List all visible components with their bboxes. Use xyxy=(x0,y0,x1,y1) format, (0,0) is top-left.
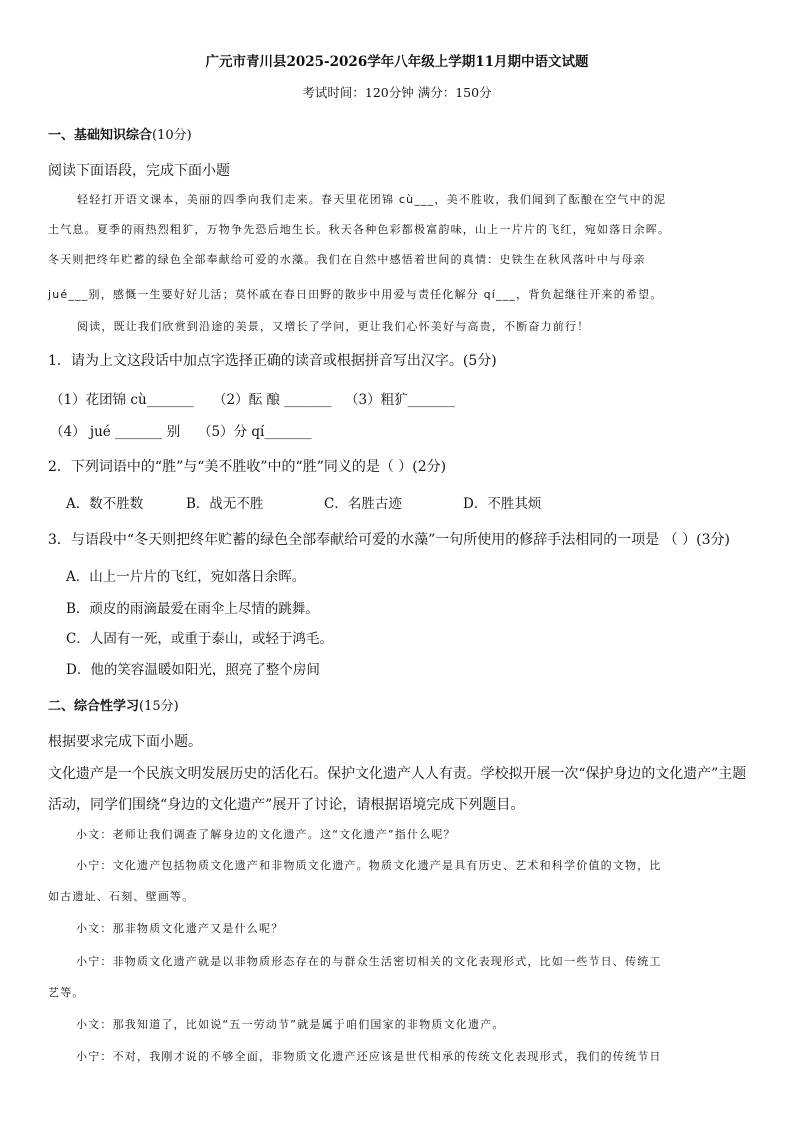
q3-option-a: A．山上一片片的飞红，宛如落日余晖。 xyxy=(66,569,306,585)
passage-line: 阅读，既让我们欣赏到沿途的美景，又增长了学问，更让我们心怀美好与高贵，不断奋力前行！ xyxy=(77,320,590,333)
passage-line: 土气息。夏季的雨热烈粗犷，万物争先恐后地生长。秋天各种色彩都极富韵味，山上一片片的飞红，宛如落日余晖。 xyxy=(48,223,671,236)
q2-option-c: C．名胜古迹 xyxy=(324,496,402,512)
q3-option-b: B．顽皮的雨滴最爱在雨伞上尽情的跳舞。 xyxy=(66,601,319,617)
intro-line: 活动，同学们围绕“身边的文化遗产”展开了讨论，请根据语境完成下列题目。 xyxy=(48,797,525,813)
dialogue-line: 小宁：文化遗产包括物质文化遗产和非物质文化遗产。物质文化遗产是具有历史、艺术和科学价值的文物，比 xyxy=(76,859,662,872)
dialogue-line: 小文：那我知道了，比如说“五一劳动节”就是属于咱们国家的非物质文化遗产。 xyxy=(76,1018,505,1031)
question-3: 3．与语段中“冬天则把终年贮蓄的绿色全部奉献给可爱的水藻”一句所使用的修辞手法相同的一项是 （ ）(3分) xyxy=(48,532,730,548)
section-1-points: (10分) xyxy=(152,128,192,143)
q1-item-4: （4） jué _______ 别 xyxy=(50,424,181,440)
dialogue-line: 小宁：非物质文化遗产就是以非物质形态存在的与群众生活密切相关的文化表现形式，比如一些节日、传统工 xyxy=(76,955,662,968)
passage-line: 冬天则把终年贮蓄的绿色全部奉献给可爱的水藻。我们在自然中感悟着世间的真情：史铁生在秋风落叶中与母亲 xyxy=(48,253,646,266)
section-1-title: 一、基础知识综合 xyxy=(48,128,153,143)
dialogue-line: 如古遗址、石刻、壁画等。 xyxy=(48,890,195,903)
question-2: 2．下列词语中的“胜”与“美不胜收”中的“胜”同义的是（ ）(2分) xyxy=(48,459,447,475)
section-1-instruction: 阅读下面语段，完成下面小题 xyxy=(48,163,230,179)
q3-option-d: D．他的笑容温暖如阳光，照亮了整个房间 xyxy=(66,662,320,678)
dialogue-line: 小宁：不对，我刚才说的不够全面，非物质文化遗产还应该是世代相承的传统文化表现形式，我们的传统节日 xyxy=(76,1050,662,1063)
page-title: 广元市青川县2025-2026学年八年级上学期11月期中语文试题 xyxy=(205,54,589,70)
q1-item-5: （5）分 qí_______ xyxy=(198,424,312,440)
q3-option-c: C．人固有一死，或重于泰山，或轻于鸿毛。 xyxy=(66,631,333,647)
passage-line: jué___别，感慨一生要好好儿活；莫怀戚在春日田野的散步中用爱与责任化解分 qí___，背负起继往开来的希望。 xyxy=(48,288,663,301)
q2-option-b: B．战无不胜 xyxy=(186,496,264,512)
intro-line: 文化遗产是一个民族文明发展历史的活化石。保护文化遗产人人有责。学校拟开展一次“保护身边的文化遗产”主题 xyxy=(48,766,747,782)
passage-line: 轻轻打开语文课本，美丽的四季向我们走来。春天里花团锦 cù___，美不胜收，我们闻到了酝酿在空气中的泥 xyxy=(77,193,667,206)
q1-item-2: （2）酝 酿 _______ xyxy=(213,392,332,408)
dialogue-line: 艺等。 xyxy=(48,986,85,999)
question-1: 1．请为上文这段话中加点字选择正确的读音或根据拼音写出汉字。(5分) xyxy=(48,353,497,369)
section-1-heading xyxy=(48,124,192,143)
dialogue-line: 小文：老师让我们调查了解身边的文化遗产。这“文化遗产”指什么呢？ xyxy=(76,828,456,841)
q2-option-a: A．数不胜数 xyxy=(66,496,144,512)
section-2-instruction: 根据要求完成下面小题。 xyxy=(48,734,202,750)
exam-info: 考试时间：120分钟 满分：150分 xyxy=(302,85,492,100)
q1-item-1: （1）花团锦 cù_______ xyxy=(50,392,194,408)
section-2-title: 二、综合性学习 xyxy=(48,699,140,714)
q2-option-d: D．不胜其烦 xyxy=(463,496,542,512)
q1-item-3: （3）粗犷_______ xyxy=(345,392,455,408)
section-2-points: (15分) xyxy=(139,699,179,714)
dialogue-line: 小文：那非物质文化遗产又是什么呢？ xyxy=(76,922,284,935)
section-2-heading xyxy=(48,695,179,714)
